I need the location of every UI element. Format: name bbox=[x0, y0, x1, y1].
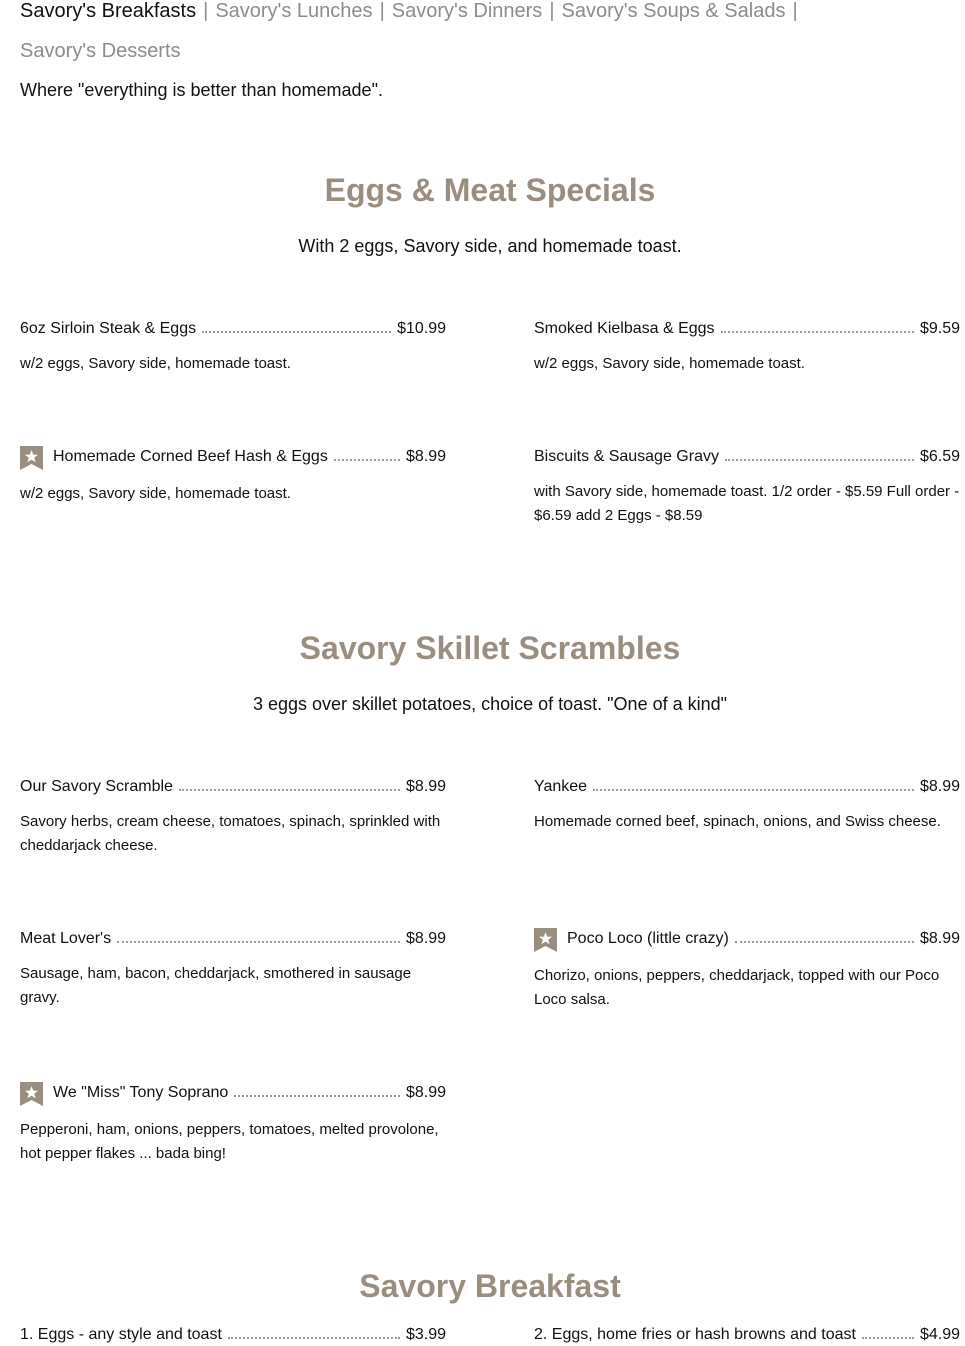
menu-item-description: Chorizo, onions, peppers, cheddarjack, topped with our Poco Loco salsa. bbox=[534, 967, 940, 1008]
nav-separator: | bbox=[379, 0, 385, 22]
menu-item-description: w/2 eggs, Savory side, homemade toast. bbox=[20, 485, 291, 502]
section-title-savory-breakfast: Savory Breakfast bbox=[359, 1268, 621, 1304]
menu-item-price: $8.99 bbox=[919, 930, 960, 947]
menu-item-price: $8.99 bbox=[919, 778, 960, 795]
menu-item-description: w/2 eggs, Savory side, homemade toast. bbox=[20, 355, 291, 372]
menu-item bbox=[534, 446, 960, 528]
dotted-leader bbox=[725, 455, 914, 461]
dotted-leader bbox=[228, 1333, 400, 1339]
menu-item-name: 2. Eggs, home fries or hash browns and toast bbox=[534, 1326, 856, 1343]
menu-item bbox=[20, 318, 446, 376]
dotted-leader bbox=[202, 327, 391, 333]
star-badge-icon bbox=[20, 446, 43, 470]
menu-item-name: Homemade Corned Beef Hash & Eggs bbox=[53, 448, 328, 465]
menu-item bbox=[534, 318, 960, 376]
dotted-leader bbox=[593, 785, 914, 791]
menu-item-description: Homemade corned beef, spinach, onions, and Swiss cheese. bbox=[534, 813, 941, 830]
section-title-skillet-scrambles: Savory Skillet Scrambles bbox=[299, 630, 681, 666]
menu-item-price: $10.99 bbox=[397, 320, 446, 337]
menu-item-name: Poco Loco (little crazy) bbox=[567, 930, 729, 947]
restaurant-tagline: Where "everything is better than homemade". bbox=[20, 80, 383, 100]
menu-item-name: Biscuits & Sausage Gravy bbox=[534, 448, 719, 465]
star-badge-icon bbox=[20, 1082, 43, 1106]
menu-item bbox=[20, 1082, 446, 1166]
dotted-leader bbox=[117, 937, 400, 943]
menu-item-price: $8.99 bbox=[405, 448, 446, 465]
nav-link-lunches[interactable]: Savory's Lunches bbox=[215, 0, 373, 22]
dotted-leader bbox=[179, 785, 400, 791]
nav-separator: | bbox=[203, 0, 209, 22]
menu-item bbox=[20, 1324, 446, 1346]
menu-item-price: $8.99 bbox=[405, 930, 446, 947]
menu-item-name: Smoked Kielbasa & Eggs bbox=[534, 320, 715, 337]
menu-item-description: Savory herbs, cream cheese, tomatoes, spinach, sprinkled with cheddarjack cheese. bbox=[20, 813, 441, 854]
dotted-leader bbox=[735, 937, 914, 943]
menu-item-price: $4.99 bbox=[919, 1326, 960, 1343]
nav-link-soups-salads[interactable]: Savory's Soups & Salads bbox=[561, 0, 786, 22]
star-badge-icon bbox=[534, 928, 557, 952]
menu-item-description: w/2 eggs, Savory side, homemade toast. bbox=[534, 355, 805, 372]
menu-item-name: Our Savory Scramble bbox=[20, 778, 173, 795]
section-subtitle-eggs-meat: With 2 eggs, Savory side, and homemade toast. bbox=[298, 236, 682, 256]
section-title-eggs-meat: Eggs & Meat Specials bbox=[324, 172, 656, 208]
menu-item bbox=[534, 1324, 960, 1346]
menu-item-description: Sausage, ham, bacon, cheddarjack, smothered in sausage gravy. bbox=[20, 965, 412, 1006]
menu-item-description: Pepperoni, ham, onions, peppers, tomatoes, melted provolone, hot pepper flakes ... bada bing! bbox=[20, 1121, 439, 1162]
dotted-leader bbox=[234, 1091, 400, 1097]
nav-link-desserts[interactable]: Savory's Desserts bbox=[20, 40, 181, 62]
dotted-leader bbox=[862, 1333, 914, 1339]
category-nav bbox=[20, 0, 950, 71]
section-subtitle-skillet-scrambles: 3 eggs over skillet potatoes, choice of toast. "One of a kind" bbox=[252, 694, 728, 714]
menu-item-price: $8.99 bbox=[405, 778, 446, 795]
menu-item bbox=[20, 776, 446, 858]
menu-item-name: 6oz Sirloin Steak & Eggs bbox=[20, 320, 197, 337]
menu-item bbox=[534, 928, 960, 1012]
menu-item-price: $9.59 bbox=[919, 320, 960, 337]
menu-item-name: Meat Lover's bbox=[20, 930, 112, 947]
menu-item bbox=[20, 928, 446, 1010]
nav-link-dinners[interactable]: Savory's Dinners bbox=[391, 0, 543, 22]
menu-item bbox=[20, 446, 446, 506]
menu-item-name: Yankee bbox=[534, 778, 588, 795]
menu-item-price: $3.99 bbox=[405, 1326, 446, 1343]
nav-link-breakfasts[interactable]: Savory's Breakfasts bbox=[20, 0, 197, 22]
nav-separator: | bbox=[549, 0, 555, 22]
menu-item bbox=[534, 776, 960, 834]
nav-separator: | bbox=[792, 0, 798, 22]
dotted-leader bbox=[721, 327, 914, 333]
dotted-leader bbox=[334, 455, 400, 461]
menu-item-name: 1. Eggs - any style and toast bbox=[20, 1326, 222, 1343]
menu-item-name: We "Miss" Tony Soprano bbox=[53, 1084, 229, 1101]
menu-item-price: $6.59 bbox=[919, 448, 960, 465]
menu-item-price: $8.99 bbox=[405, 1084, 446, 1101]
menu-item-description: with Savory side, homemade toast. 1/2 order - $5.59 Full order - $6.59 add 2 Eggs - $8.59 bbox=[534, 483, 960, 524]
